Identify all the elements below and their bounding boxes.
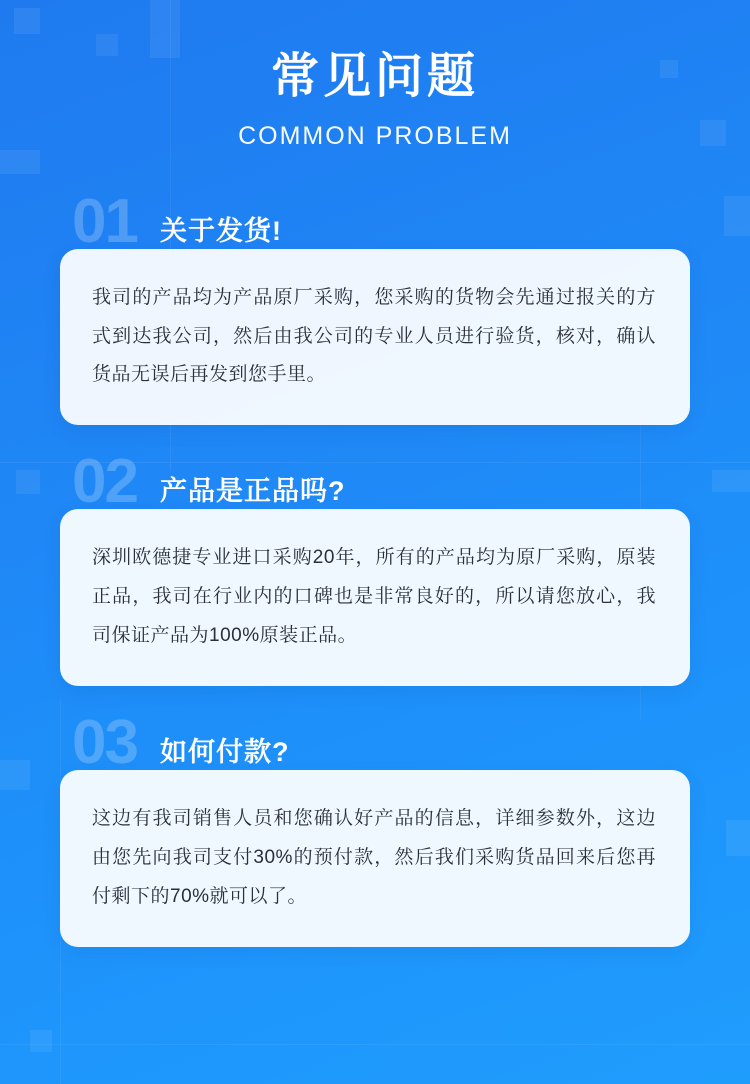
faq-number: 02	[72, 447, 137, 517]
faq-item	[0, 186, 750, 426]
faq-item	[0, 708, 750, 947]
faq-list	[0, 186, 750, 947]
page-title-en: COMMON PROBLEM	[238, 121, 512, 150]
faq-question: 产品是正品吗?	[160, 476, 346, 507]
faq-answer: 深圳欧德捷专业进口采购20年，所有的产品均为原厂采购，原装正品，我司在行业内的口碑也是非常良好的，所以请您放心，我司保证产品为100%原装正品。	[92, 547, 656, 647]
faq-question: 如何付款?	[160, 737, 290, 768]
faq-header	[0, 186, 750, 257]
faq-answer-card	[60, 770, 690, 947]
faq-number: 03	[72, 708, 137, 778]
faq-header	[0, 708, 750, 778]
faq-number: 01	[72, 186, 137, 256]
page-header	[0, 0, 750, 151]
faq-question: 关于发货!	[160, 215, 282, 246]
faq-answer: 这边有我司销售人员和您确认好产品的信息，详细参数外，这边由您先向我司支付30%的预付款，然后我们采购货品回来后您再付剩下的70%就可以了。	[92, 808, 656, 908]
faq-answer: 我司的产品均为产品原厂采购，您采购的货物会先通过报关的方式到达我公司，然后由我公司的专业人员进行验货，核对，确认货品无误后再发到您手里。	[92, 286, 656, 386]
faq-answer-card	[60, 509, 690, 686]
faq-header	[0, 447, 750, 517]
faq-item	[0, 447, 750, 686]
page-title-cn: 常见问题	[270, 50, 479, 103]
faq-answer-card	[60, 249, 690, 426]
